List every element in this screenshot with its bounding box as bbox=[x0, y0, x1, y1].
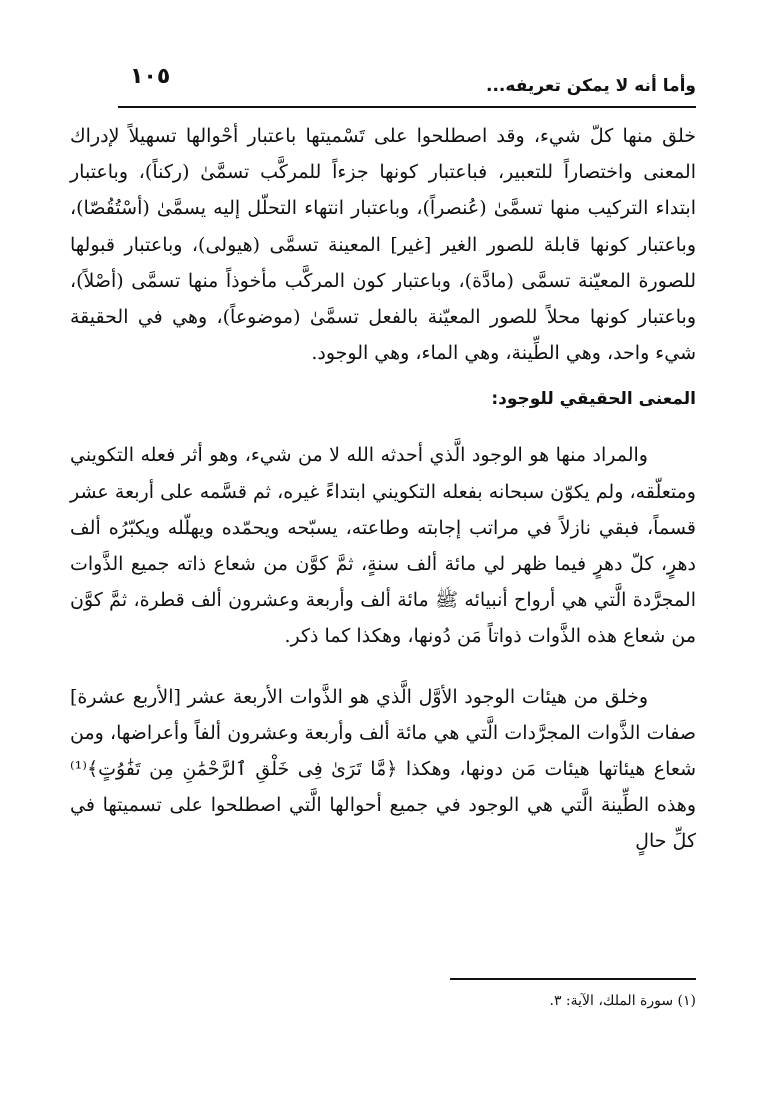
footnote-divider bbox=[450, 978, 696, 980]
paragraph-3: وخلق من هيئات الوجود الأوَّل الَّذي هو الذَّوات الأربعة عشر [الأربع عشرة] صفات الذَّوات المجرَّدات الَّتي هي مائة ألف وأربعة وعشرون ألفاً وأعراضها، ومن شعاع هيئاتها هيئات مَن دونها، وهكذا ﴿مَّا تَرَىٰ فِى خَلْقِ ٱلرَّحْمَٰنِ مِن تَفَٰوُتٍ﴾⁽¹⁾ وهذه الطِّينة الَّتي هي الوجود في جميع أحوالها الَّتي اصطلحوا على تسميتها في كلِّ حالٍ bbox=[70, 685, 696, 853]
page-body bbox=[70, 118, 696, 860]
page-number: ١٠٥ bbox=[130, 64, 171, 89]
paragraph-1: خلق منها كلّ شيء، وقد اصطلحوا على تَسْميتها باعتبار أحْوالها تسهيلاً لإدراك المعنى واختصاراً للتعبير، فباعتبار كونها جزءاً للمركَّب تسمَّىٰ (ركناً)، وباعتبار ابتداء التركيب منها تسمَّىٰ (عُنصراً)، وباعتبار انتهاء التحلّل إليه يسمَّىٰ (أسْتُقُصّا)، وباعتبار كونها قابلة للصور الغير [غير] المعينة تسمَّى (هيولى)، وباعتبار قبولها للصورة المعيّنة تسمَّى (مادَّة)، وباعتبار كون المركَّب مأخوذاً منها تسمَّى (أصْلاً)، وباعتبار كونها محلاً للصور المعيّنة بالفعل تسمَّىٰ (موضوعاً)، وهي في الحقيقة شيء واحد، وهي الطِّينة، وهي الماء، وهي الوجود. bbox=[70, 125, 696, 365]
paragraph-2: والمراد منها هو الوجود الَّذي أحدثه الله لا من شيء، وهو أثر فعله التكويني ومتعلّقه، ولم يكوّن سبحانه بفعله التكويني ابتداءً غيره، ثم قسَّمه على أربعة عشر قسماً، فبقي نازلاً في مراتب إجابته وطاعته، يسبّحه ويحمّده ويهلّله ويكبّرُه ألف دهرٍ، كلّ دهرٍ فيما ظهر لي مائة ألف سنةٍ، ثمَّ كوَّن من شعاع ذاته جميع الذَّوات المجرَّدة الَّتي هي أرواح أنبيائه ﷺ مائة ألف وأربعة وعشرون ألف قطرة، ثمَّ كوَّن من شعاع هذه الذَّوات ذواتاً مَن دُونها، وهكذا كما ذكر. bbox=[70, 444, 696, 648]
footnote: (١) سورة الملك، الآية: ٣. bbox=[549, 993, 696, 1009]
page-header bbox=[118, 60, 696, 108]
section-heading: المعنى الحقيقي للوجود: bbox=[491, 389, 696, 410]
running-title: وأما أنه لا يمكن تعريفه... bbox=[486, 76, 696, 96]
